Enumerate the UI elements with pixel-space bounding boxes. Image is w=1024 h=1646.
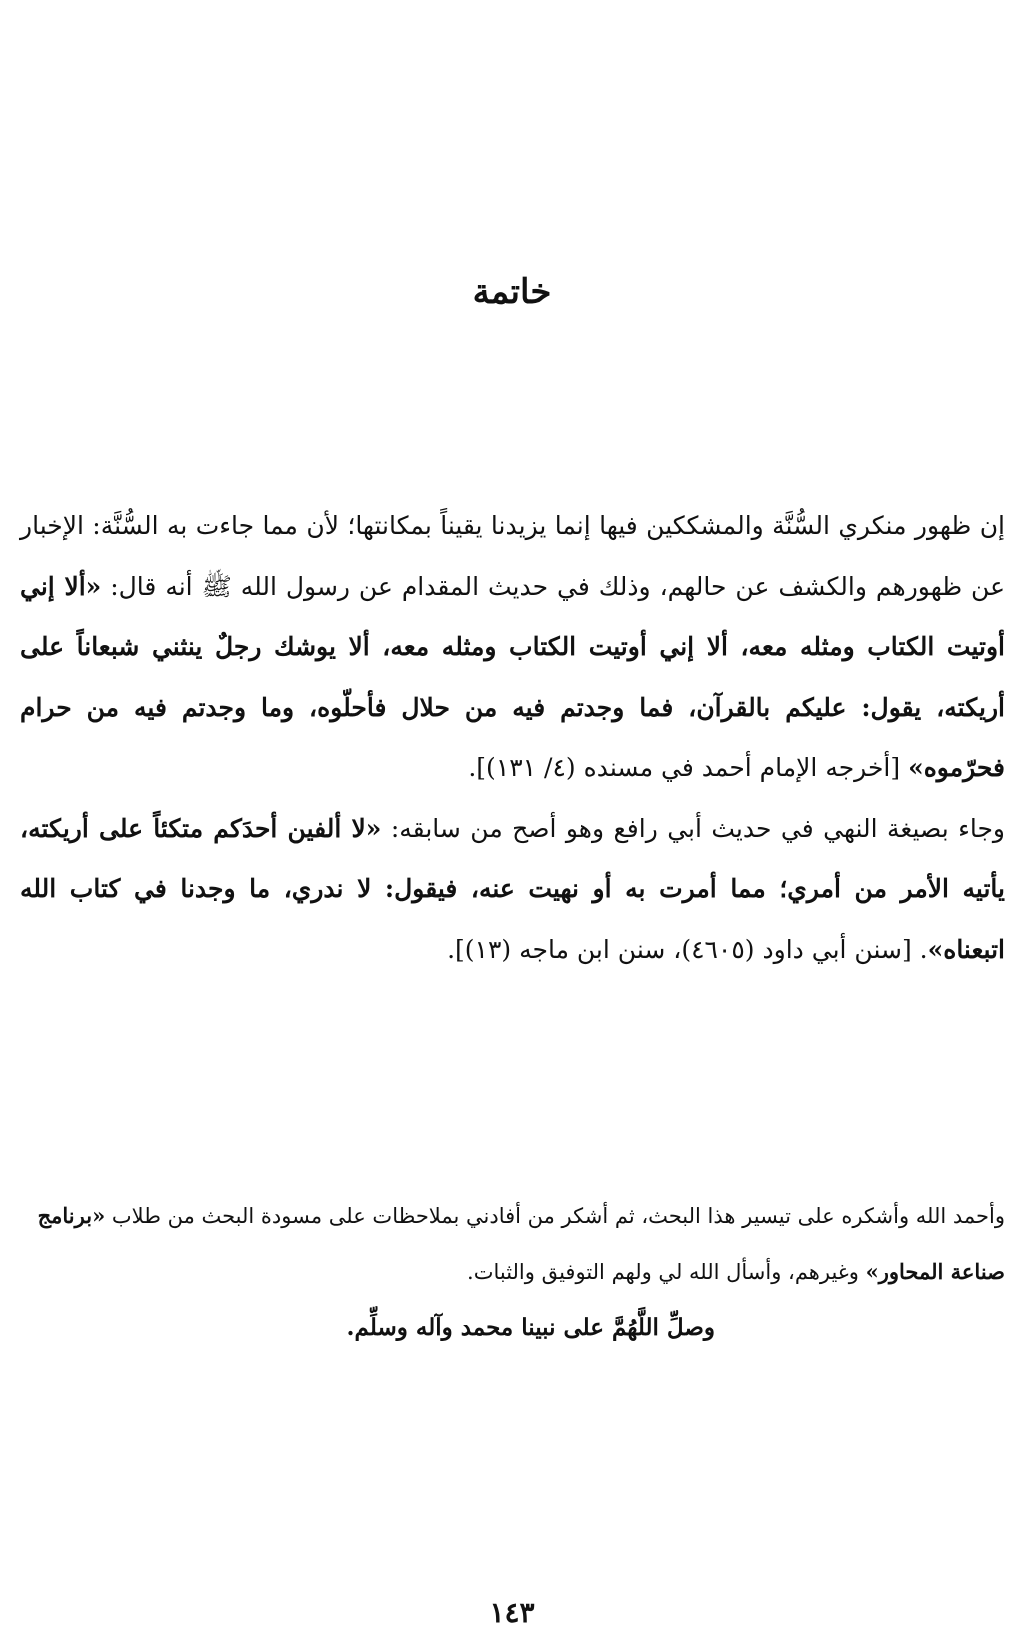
closing-prayer: وصلِّ اللَّهُمَّ على نبينا محمد وآله وسلِّم. bbox=[346, 1314, 715, 1341]
page-title: خاتمة bbox=[472, 272, 552, 312]
hadith-quote-1: «ألا إني أوتيت الكتاب ومثله معه، ألا إني أوتيت الكتاب ومثله معه، ألا يوشك رجلٌ ينثني شبعاناً على أريكته، يقول: عليكم بالقرآن، فما وجدتم فيه من حلال فأحلّوه، وما وجدتم فيه من حرام فحرّموه» bbox=[20, 571, 1005, 782]
citation-2: . [سنن أبي داود (٤٦٠٥)، سنن ابن ماجه (١٣)]. bbox=[447, 934, 928, 964]
page-number: ١٤٣ bbox=[489, 1596, 535, 1629]
acknowledgement-part-1: وأحمد الله وأشكره على تيسير هذا البحث، ثم أشكر من أفادني بملاحظات على مسودة البحث من طلاب bbox=[105, 1204, 1005, 1228]
citation-1: [أخرجه الإمام أحمد في مسنده (٤/ ١٣١)]. bbox=[468, 753, 909, 782]
acknowledgement-part-2: وغيرهم، وأسأل الله لي ولهم التوفيق والثبات. bbox=[467, 1260, 866, 1284]
paragraph-2-intro: وجاء بصيغة النهي في حديث أبي رافع وهو أصح من سابقه: bbox=[381, 813, 1005, 843]
acknowledgement bbox=[20, 1188, 1005, 1300]
paragraph-2 bbox=[20, 799, 1005, 981]
body-text bbox=[20, 496, 1005, 980]
closing-section bbox=[20, 1188, 1005, 1356]
hadith-quote-2: «لا ألفين أحدَكم متكئاً على أريكته، يأتيه الأمر من أمري؛ مما أمرت به أو نهيت عنه، فيقول: لا ندري، ما وجدنا في كتاب الله اتبعناه» bbox=[20, 813, 1005, 964]
paragraph-1-intro: إن ظهور منكري السُّنَّة والمشككين فيها إنما يزيدنا يقيناً بمكانتها؛ لأن مما جاءت به السُّنَّة: الإخبار عن ظهورهم والكشف عن حالهم، وذلك في حديث المقدام عن رسول الله ﷺ أنه قال: bbox=[20, 511, 1006, 601]
paragraph-1 bbox=[20, 496, 1005, 799]
program-name: «برنامج صناعة المحاور» bbox=[37, 1203, 1005, 1284]
